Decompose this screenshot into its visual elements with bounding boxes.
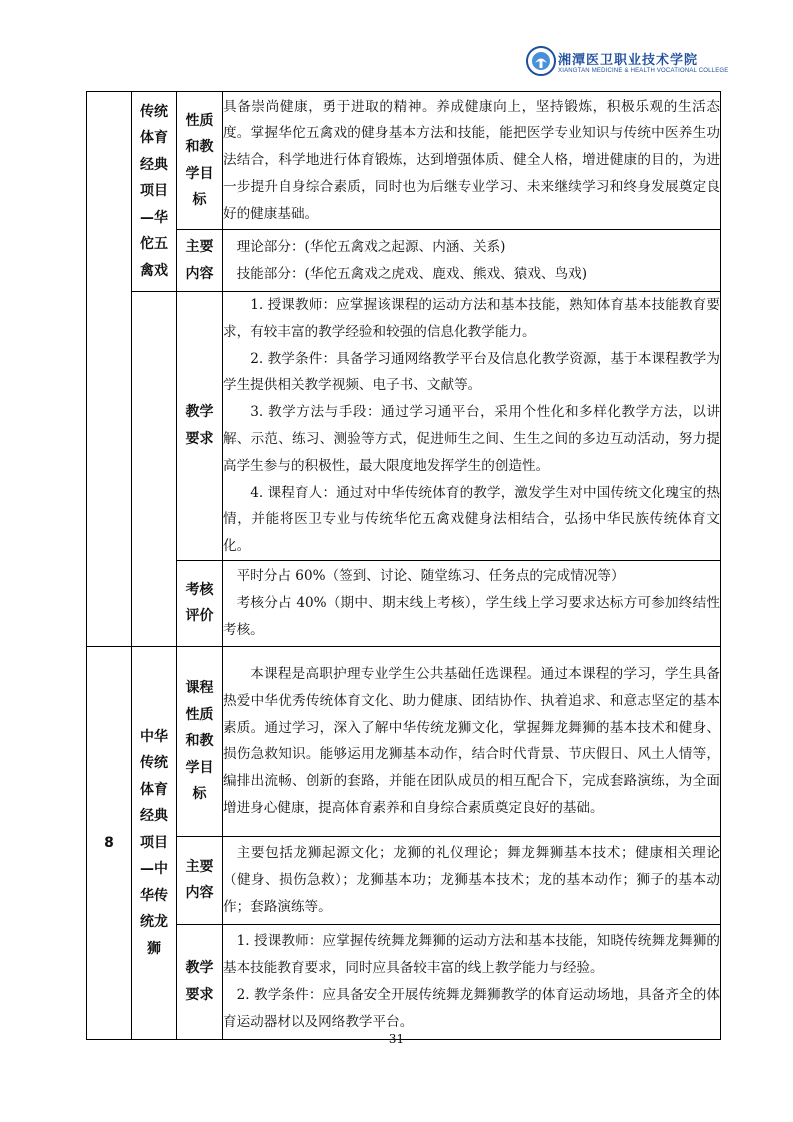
section-label-content: 主要 内容 bbox=[177, 836, 223, 924]
section-label-objectives: 性质 和教 学目 标 bbox=[177, 92, 223, 230]
page-number: 31 bbox=[388, 1032, 405, 1046]
school-name-cn: 湘潭医卫职业技术学院 bbox=[558, 53, 699, 68]
section-label-requirements: 教学 要求 bbox=[177, 924, 223, 1039]
section-text-objectives: 具备崇尚健康，勇于进取的精神。养成健康向上，坚持锻炼，积极乐观的生活态度。掌握华佗五禽戏的健身基本方法和技能，能把医学专业知识与传统中医养生功法结合，科学地进行体育锻炼，达到增强体质、健全人格，增进健康的目的，为进一步提升自身综合素质，同时也为后继专业学习、未来继续学习和终身发展奠定良好的健康基础。 bbox=[223, 92, 721, 230]
section-text-requirements: 1. 授课教师：应掌握该课程的运动方法和基本技能，熟知体育基本技能教育要求，有较丰富的教学经验和较强的信息化教学能力。 2. 教学条件：具备学习通网络教学平台及信息化教学资源，基于本课程教学为学生提供相关教学视频、电子书、文献等。 3. 教学方法与手段：通过学习通平台，采用个性化和多样化教学方法，以讲解、示范、练习、测验等方式，促进师生之间、生生之间的多边互动活动，努力提高学生参与的积极性，最大限度地发挥学生的创造性。 4. 课程育人：通过对中华传统体育的教学，激发学生对中国传统文化瑰宝的热情，并能将医卫专业与传统华佗五禽戏健身法相结合，弘扬中华民族传统体育文化。 bbox=[223, 292, 721, 561]
section-label-requirements: 教学 要求 bbox=[177, 292, 223, 561]
section-text-objectives: 本课程是高职护理专业学生公共基础任选课程。通过本课程的学习，学生具备热爱中华优秀传统体育文化、助力健康、团结协作、执着追求、和意志坚定的基本素质。通过学习，深入了解中华传统龙狮文化，掌握舞龙舞狮的基本技术和健身、损伤急救知识。能够运用龙狮基本动作，结合时代背景、节庆假日、风土人情等，编排出流畅、创新的套路，并能在团队成员的相互配合下，完成套路演练，为全面增进身心健康，提高体育素养和自身综合素质奠定良好的基础。 bbox=[223, 646, 721, 836]
section-text-content: 主要包括龙狮起源文化；龙狮的礼仪理论；舞龙舞狮基本技术；健康相关理论（健身、损伤急救）；龙狮基本功；龙狮基本技术；龙的基本动作；狮子的基本动作；套路演练等。 bbox=[223, 836, 721, 924]
school-name-en: XIANGTAN MEDICINE & HEALTH VOCATIONAL COLLEGE bbox=[558, 68, 729, 74]
row-number-cell bbox=[87, 92, 132, 647]
course-name-cell: 中华 传统 体育 经典 项目 —中 华传 统龙 狮 bbox=[132, 646, 177, 1039]
section-label-objectives: 课程 性质 和教 学目 标 bbox=[177, 646, 223, 836]
section-text-content: 理论部分：(华佗五禽戏之起源、内涵、关系) 技能部分：(华佗五禽戏之虎戏、鹿戏、熊戏、猿戏、鸟戏) bbox=[223, 230, 721, 292]
course-name-cell: 传统 体育 经典 项目 —华 佗五 禽戏 bbox=[132, 92, 177, 292]
section-label-content: 主要 内容 bbox=[177, 230, 223, 292]
section-label-assessment: 考核 评价 bbox=[177, 560, 223, 646]
section-text-assessment: 平时分占 60%（签到、讨论、随堂练习、任务点的完成情况等） 考核分占 40%（期中、期末线上考核），学生线上学习要求达标方可参加终结性考核。 bbox=[223, 560, 721, 646]
row-number-cell: 8 bbox=[87, 646, 132, 1039]
school-emblem-icon bbox=[526, 46, 556, 76]
section-text-requirements: 1. 授课教师：应掌握传统舞龙舞狮的运动方法和基本技能，知晓传统舞龙舞狮的基本技能教育要求，同时应具备较丰富的线上教学能力与经验。 2. 教学条件：应具备安全开展传统舞龙舞狮教学的体育运动场地，具备齐全的体育运动器材以及网络教学平台。 bbox=[223, 924, 721, 1039]
course-table bbox=[86, 91, 721, 1040]
course-name-cell-empty bbox=[132, 292, 177, 647]
